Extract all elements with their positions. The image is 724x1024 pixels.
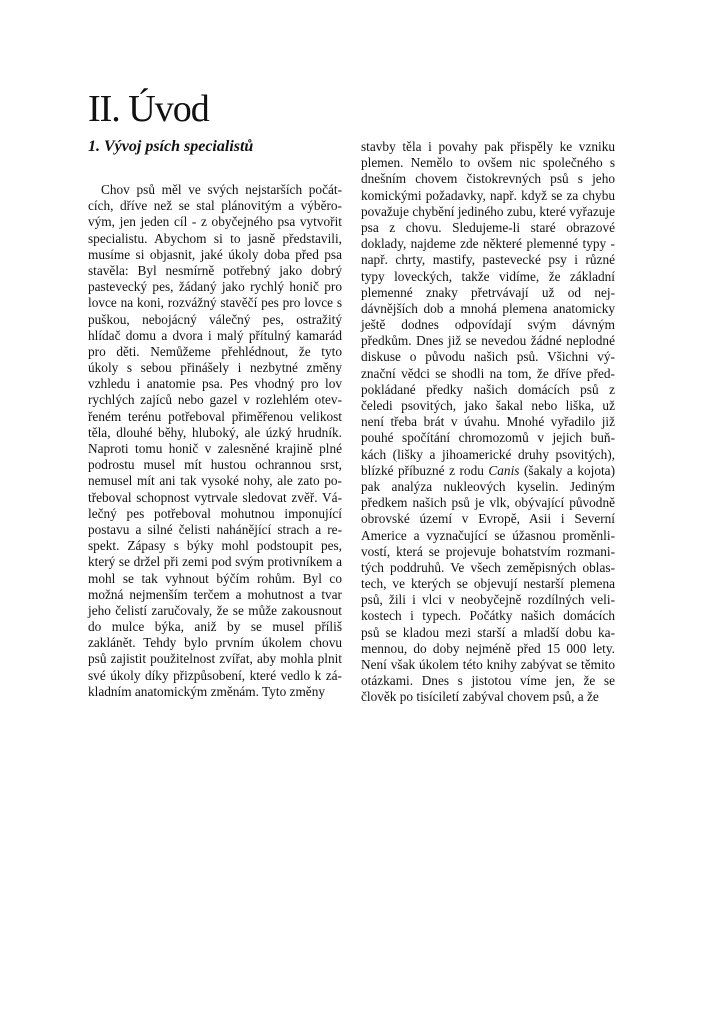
text-line: nemusel mít ani tak vysoké nohy, ale zato po-: [88, 473, 342, 489]
text-line: Chov psů měl ve svých nejstarších počát-: [101, 182, 342, 197]
text-line: lečný pes potřeboval mohutnou imponující: [88, 505, 342, 521]
text-line: Americe a vyznačující se úžasnou proměnli-: [361, 527, 615, 543]
text-line: kladním anatomickým změnám. Tyto změny: [88, 683, 325, 699]
text-line: který se držel při zemi pod svým protivníkem a: [88, 554, 342, 570]
section-title: 1. Vývoj psích specialistů: [88, 138, 254, 155]
text-line: diskuse o původu našich psů. Všichni vý-: [361, 349, 615, 365]
text-line: doklady, najdeme zde některé plemenné typy -: [361, 236, 615, 252]
text-line: otázkami. Dnes s jistotou víme jen, že se: [361, 673, 615, 689]
text-line: spekt. Zápasy s býky mohl podstoupit pes,: [88, 538, 342, 554]
text-line: pouhé spočítání chromozomů v jejich buň-: [361, 430, 615, 446]
text-line: úkoly s sebou přinášely i nezbytné změny: [88, 360, 342, 376]
text-line: pokládané předky našich domácích psů z: [361, 381, 615, 397]
text-line: předkům. Dnes již se nevedou žádné neplodné: [361, 333, 615, 349]
text-line: možná nejmenším terčem a mohutnost a tvar: [88, 586, 342, 602]
text-line: typy loveckých, takže vidíme, že základní: [361, 268, 615, 284]
text-line: ještě dodnes odpovídají svým dávným: [361, 317, 615, 333]
text-line: Naproti tomu honič v zalesněné krajině plné: [88, 441, 342, 456]
text-line: mennou, do doby nejméně před 15 000 lety.: [361, 640, 615, 656]
text-line: třeboval schopnost vytrvale sledovat zvěř. Vá-: [88, 489, 342, 505]
text-line: musíme si objasnit, jaké úkoly doba před psa: [88, 246, 342, 262]
text-line: vzhledu i anatomie psa. Pes vhodný pro lov: [88, 376, 342, 392]
text-line: puškou, nebojácný válečný pes, ostražitý: [88, 311, 342, 327]
chapter-title: II. Úvod: [88, 88, 209, 130]
text-line: do mulce býka, aniž by se musel příliš: [88, 619, 342, 635]
text-column-left: [88, 182, 342, 700]
text-line: hlídač domu a dvora i malý přítulný kamarád: [88, 327, 342, 343]
text-line: kostech i typech. Počátky našich domácích: [361, 608, 615, 624]
text-line: plemen. Nemělo to ovšem nic společného s: [361, 155, 615, 171]
text-line: tech, ve kterých se objevují nestarší plemena: [361, 576, 615, 592]
text-line: jeho čelistí zaručovaly, že se může zakousnout: [88, 602, 342, 618]
text-line: vým, jen jeden cíl - z obyčejného psa vytvořit: [88, 214, 342, 230]
text-line: stavby těla i povahy pak přispěly ke vzniku: [361, 139, 615, 154]
text-line: své úkoly díky přizpůsobení, které vedlo k zá-: [88, 667, 342, 683]
text-line: podrostu musel mít hustou ochrannou srst,: [88, 457, 342, 473]
text-line: mohl se tak vyhnout býčím rohům. Byl co: [88, 570, 342, 586]
text-line: cích, dříve než se stal plánovitým a výběro-: [88, 198, 342, 214]
text-line: těla, dlouhé běhy, hluboký, ale úzký hrudník.: [88, 424, 342, 440]
text-line: tých poddruhů. Ve všech zeměpisných oblas-: [361, 559, 615, 575]
text-line: řeném terénu potřeboval přiměřenou velikost: [88, 408, 342, 424]
text-line: znační vědci se shodli na tom, že dříve před-: [361, 365, 615, 381]
text-line: např. chrty, mastify, pastevecké psy i různé: [361, 252, 615, 268]
text-line: postavu a silné čelisti nahánějící strach a re-: [88, 521, 342, 537]
text-line: člověk po tisíciletí zabýval chovem psů, a že: [361, 689, 599, 705]
text-line: stavěla: Byl nesmírně potřebný jako dobrý: [88, 262, 342, 278]
text-line: považuje chybění jediného zubu, které vyřazuje: [361, 203, 616, 219]
text-line: pak analýza nukleových kyselin. Jediným: [361, 478, 615, 494]
text-line: komickými požadavky, např. když se za chybu: [361, 187, 615, 203]
text-line: dávnějších dob a mnohá plemena anatomicky: [361, 300, 615, 316]
text-line: blízké příbuzné z rodu Canis (šakaly a kojota): [361, 462, 615, 478]
text-line: pro děti. Nemůžeme přehlédnout, že tyto: [88, 343, 342, 359]
text-line: vostí, která se projevuje bohatstvím rozmani-: [361, 543, 615, 559]
text-line: obrovské území v Evropě, Asii i Severní: [361, 511, 615, 527]
text-line: psa z chovu. Sledujeme-li staré obrazové: [361, 219, 615, 235]
text-line: psů, žili i vlci v neobyčejně rozdílných veli-: [361, 592, 615, 608]
text-line: čeledi psovitých, jako šakal nebo liška, už: [361, 398, 615, 413]
text-line: kách (lišky a jihoamerické druhy psovitých),: [361, 446, 615, 462]
text-line: lovce na koni, rozvážný stavěčí pes pro lovce s: [88, 295, 342, 311]
text-line: plemenné znaky přetrvávají už od nej-: [361, 284, 615, 300]
text-line: rychlých zajíců nebo gazel v rozlehlém otev-: [88, 392, 342, 408]
text-line: specialistu. Abychom si to jasně představili,: [88, 230, 342, 246]
text-line: předkem našich psů je vlk, obývající původně: [361, 495, 615, 511]
text-line: není třeba brát v úvahu. Mnohé vyřadilo již: [361, 414, 615, 430]
text-line: psů se kladou mezi starší a mladší dobu ka-: [361, 624, 615, 640]
text-line: psů zajistit použitelnost zvířat, aby mohla plnit: [88, 651, 342, 667]
text-line: pastevecký pes, žádaný jako rychlý honič pro: [88, 279, 342, 295]
text-line: dnešním chovem čistokrevných psů s jeho: [361, 171, 615, 187]
text-line: Není však úkolem této knihy zabývat se těmito: [361, 657, 615, 672]
text-column-right: [361, 139, 615, 706]
text-line: zaklánět. Tehdy bylo prvním úkolem chovu: [88, 635, 342, 651]
